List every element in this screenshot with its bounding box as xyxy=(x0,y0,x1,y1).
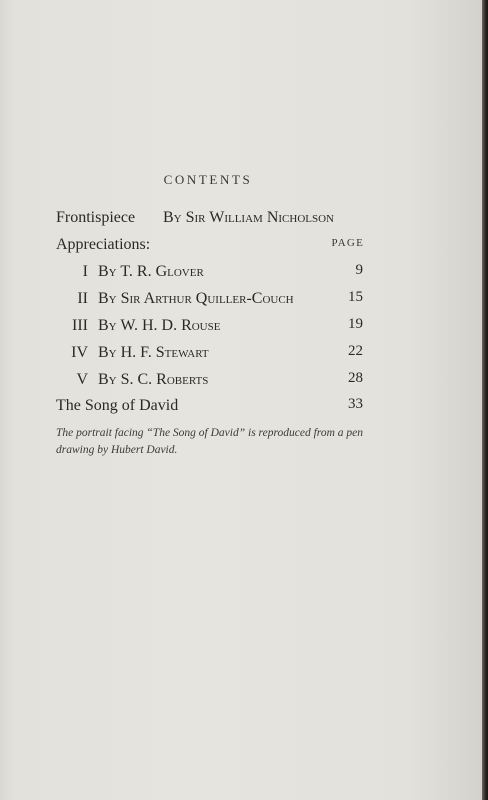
frontispiece-by: By Sir William Nicholson xyxy=(163,209,334,226)
song-of-david-page: 33 xyxy=(348,396,363,412)
frontispiece-label: Frontispiece xyxy=(56,209,136,226)
toc-entry-3 xyxy=(56,317,220,335)
page-column-label: PAGE xyxy=(331,237,364,249)
entry-page: 22 xyxy=(348,343,363,359)
entry-text: By Sir Arthur Quiller-Couch xyxy=(98,290,294,307)
entry-numeral: I xyxy=(82,263,88,280)
toc-entry-4 xyxy=(56,344,209,362)
appreciations-label: Appreciations: xyxy=(56,236,151,253)
entry-text: By T. R. Glover xyxy=(98,263,204,280)
entry-text: By W. H. D. Rouse xyxy=(98,317,221,334)
entry-text: By S. C. Roberts xyxy=(98,371,209,388)
entry-page: 28 xyxy=(348,370,363,386)
entry-numeral: V xyxy=(76,371,88,388)
contents-heading: CONTENTS xyxy=(163,172,253,187)
entry-numeral: III xyxy=(72,317,88,334)
entry-numeral: II xyxy=(77,290,88,307)
toc-entry-5 xyxy=(56,371,208,389)
entry-page: 19 xyxy=(348,316,363,332)
toc-entry-2 xyxy=(56,290,294,308)
portrait-note: The portrait facing “The Song of David” is reproduced from a pen drawing by Hubert David. xyxy=(56,427,363,456)
entry-page: 9 xyxy=(355,262,363,278)
entry-text: By H. F. Stewart xyxy=(98,344,209,361)
entry-numeral: IV xyxy=(71,344,88,361)
page-edge-shadow xyxy=(482,0,488,800)
toc-entry-1 xyxy=(56,263,204,281)
entry-page: 15 xyxy=(348,289,363,305)
song-of-david-entry: The Song of David xyxy=(56,397,179,414)
